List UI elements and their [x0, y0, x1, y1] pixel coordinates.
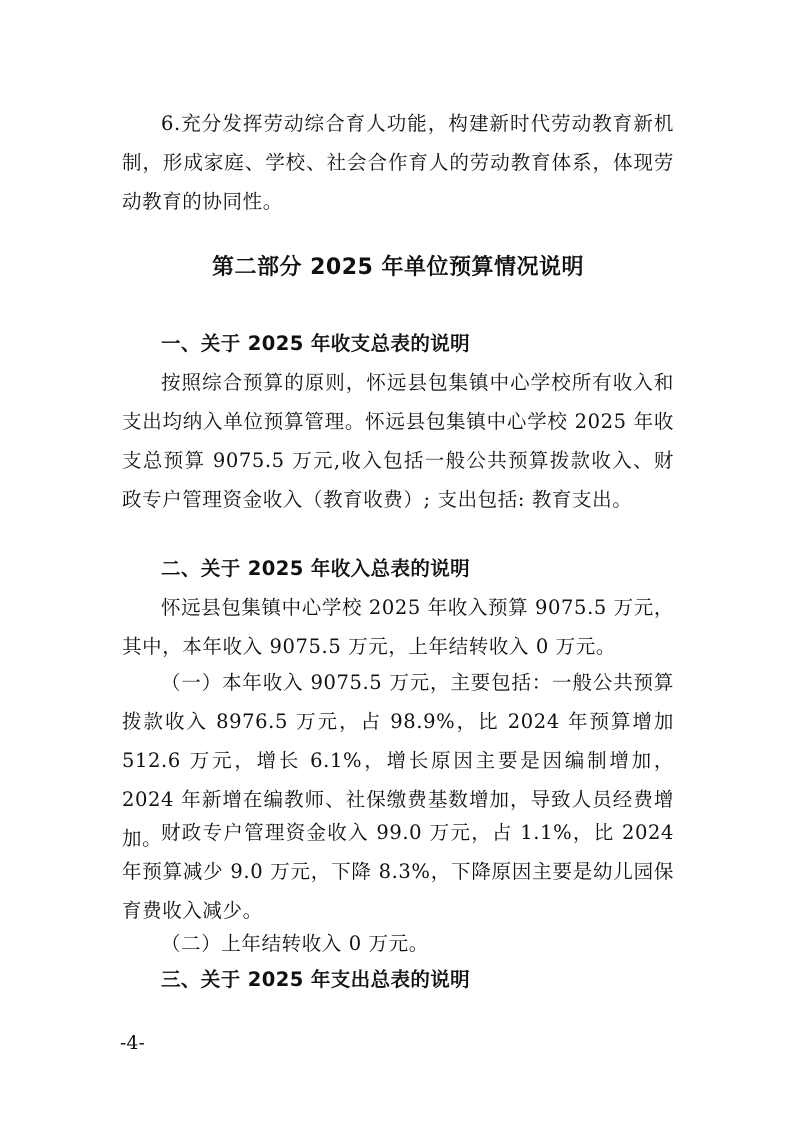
- section-heading-2: 二、关于 2025 年收入总表的说明: [161, 557, 471, 580]
- section-2-paragraph-1: 怀远县包集镇中心学校 2025 年收入预算 9075.5 万元，其中，本年收入 9075.5 万元，上年结转收入 0 万元。: [122, 596, 674, 658]
- section-heading-3: 三、关于 2025 年支出总表的说明: [161, 968, 471, 991]
- part-title: 第二部分 2025 年单位预算情况说明: [211, 255, 585, 280]
- intro-paragraph: 6.充分发挥劳动综合育人功能，构建新时代劳动教育新机制，形成家庭、学校、社会合作育人的劳动教育体系，体现劳动教育的协同性。: [122, 112, 674, 213]
- page-number: -4-: [120, 1032, 145, 1054]
- section-1-paragraph-1: 按照综合预算的原则，怀远县包集镇中心学校所有收入和支出均纳入单位预算管理。怀远县包集镇中心学校 2025 年收支总预算 9075.5 万元,收入包括一般公共预算拨款收入、财政专户管理资金收入（教育收费）; 支出包括: 教育支出。: [122, 371, 674, 511]
- section-2-paragraph-4: （二）上年结转收入 0 万元。: [161, 932, 429, 955]
- section-2-paragraph-2: （一）本年收入 9075.5 万元，主要包括：一般公共预算拨款收入 8976.5 万元，占 98.9%，比 2024 年预算增加 512.6 万元，增长 6.1%，增长原因主要是因编制增加，2024 年新增在编教师、社保缴费基数增加，导致人员经费增加。: [122, 671, 674, 850]
- section-heading-1: 一、关于 2025 年收支总表的说明: [161, 332, 471, 355]
- section-2-paragraph-3: 财政专户管理资金收入 99.0 万元，占 1.1%，比 2024 年预算减少 9.0 万元，下降 8.3%，下降原因主要是幼儿园保育费收入减少。: [122, 821, 674, 922]
